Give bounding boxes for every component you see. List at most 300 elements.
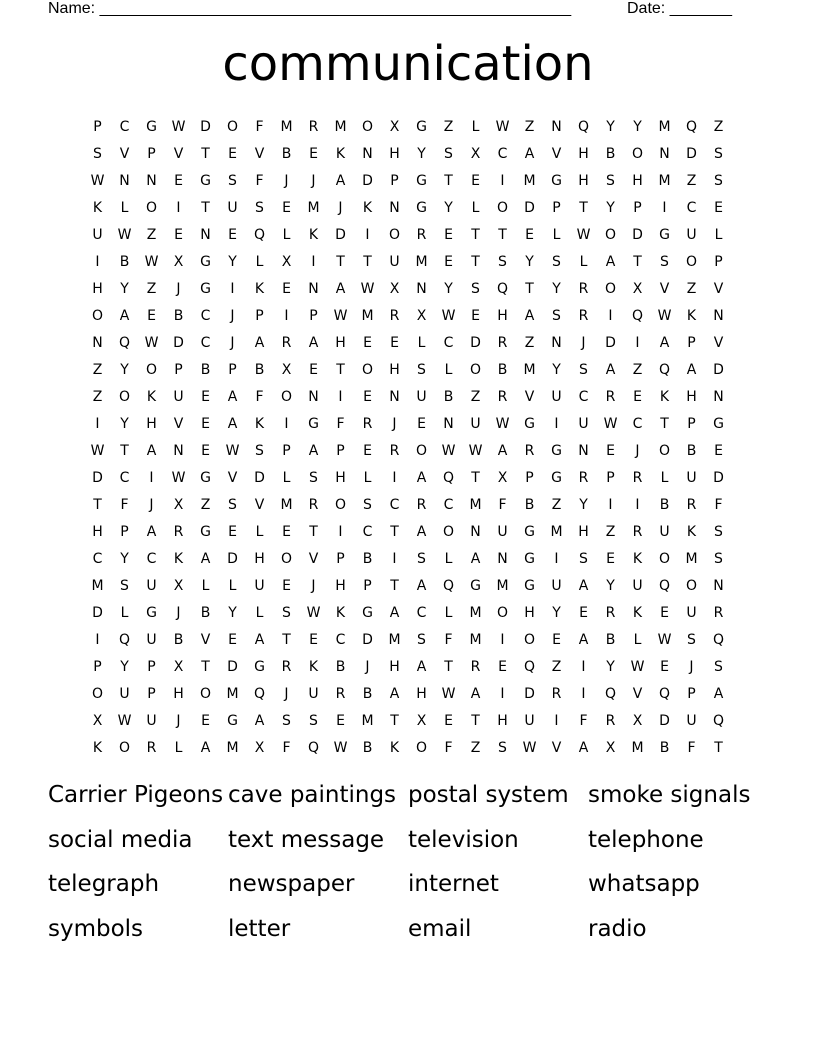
grid-letter: S xyxy=(255,199,264,216)
grid-letter: R xyxy=(605,604,616,621)
grid-letter: O xyxy=(91,307,104,324)
grid-letter: A xyxy=(497,442,508,459)
grid-letter: S xyxy=(417,550,426,567)
grid-letter: J xyxy=(284,172,289,189)
grid-letter: L xyxy=(255,523,264,540)
grid-row xyxy=(84,518,744,545)
grid-letter: O xyxy=(334,496,347,513)
grid-letter: W xyxy=(171,469,186,486)
grid-letter: M xyxy=(388,631,401,648)
grid-letter: I xyxy=(554,415,559,432)
grid-letter: O xyxy=(118,388,131,405)
grid-letter: P xyxy=(390,172,399,189)
grid-letter: W xyxy=(90,172,105,189)
grid-letter: S xyxy=(714,172,723,189)
grid-letter: P xyxy=(147,145,156,162)
grid-letter: U xyxy=(308,685,319,702)
grid-letter: N xyxy=(200,226,211,243)
grid-letter: F xyxy=(255,388,264,405)
grid-letter: P xyxy=(93,658,102,675)
grid-letter: C xyxy=(92,550,103,567)
grid-letter: I xyxy=(392,550,397,567)
grid-letter: Q xyxy=(658,685,671,702)
grid-letter: Z xyxy=(443,118,454,135)
grid-letter: P xyxy=(336,550,345,567)
grid-row xyxy=(84,626,744,653)
grid-letter: P xyxy=(687,334,696,351)
grid-letter: Y xyxy=(552,604,561,621)
grid-letter: C xyxy=(578,388,589,405)
grid-letter: R xyxy=(605,712,616,729)
grid-letter: I xyxy=(581,685,586,702)
grid-letter: M xyxy=(334,118,347,135)
grid-letter: D xyxy=(632,226,643,243)
grid-letter: I xyxy=(500,631,505,648)
grid-letter: O xyxy=(145,361,158,378)
grid-letter: Q xyxy=(604,685,617,702)
grid-letter: H xyxy=(578,523,589,540)
grid-letter: Q xyxy=(253,226,266,243)
grid-letter: D xyxy=(362,631,373,648)
grid-letter: F xyxy=(255,172,264,189)
grid-letter: W xyxy=(144,253,159,270)
grid-letter: D xyxy=(470,334,481,351)
grid-letter: R xyxy=(578,280,589,297)
grid-letter: T xyxy=(579,199,588,216)
grid-letter: C xyxy=(119,118,130,135)
grid-letter: A xyxy=(335,172,346,189)
grid-letter: A xyxy=(578,631,589,648)
grid-letter: V xyxy=(119,145,130,162)
worksheet-header xyxy=(0,0,816,22)
grid-letter: O xyxy=(388,226,401,243)
grid-letter: T xyxy=(201,658,210,675)
grid-letter: U xyxy=(686,604,697,621)
grid-letter: C xyxy=(443,496,454,513)
grid-letter: K xyxy=(659,388,670,405)
grid-letter: O xyxy=(199,685,212,702)
grid-letter: H xyxy=(254,550,265,567)
grid-letter: R xyxy=(713,604,724,621)
grid-letter: V xyxy=(308,550,319,567)
grid-letter: D xyxy=(335,226,346,243)
date-field-label: Date: _______ xyxy=(627,0,732,17)
grid-letter: X xyxy=(389,280,400,297)
grid-letter: E xyxy=(390,334,399,351)
grid-letter: P xyxy=(525,469,534,486)
grid-letter: S xyxy=(93,145,102,162)
grid-letter: R xyxy=(497,334,508,351)
grid-letter: E xyxy=(309,631,318,648)
grid-letter: A xyxy=(416,577,427,594)
grid-letter: D xyxy=(659,712,670,729)
grid-letter: Z xyxy=(146,226,157,243)
grid-letter: J xyxy=(635,442,640,459)
grid-letter: B xyxy=(605,145,616,162)
grid-letter: E xyxy=(309,361,318,378)
grid-letter: G xyxy=(200,469,211,486)
grid-letter: U xyxy=(578,415,589,432)
grid-letter: C xyxy=(389,496,400,513)
grid-letter: N xyxy=(551,334,562,351)
grid-letter: J xyxy=(689,658,694,675)
grid-letter: X xyxy=(632,280,643,297)
grid-letter: G xyxy=(524,577,535,594)
grid-letter: K xyxy=(362,199,373,216)
grid-letter: R xyxy=(551,685,562,702)
grid-letter: S xyxy=(606,172,615,189)
grid-letter: U xyxy=(146,712,157,729)
grid-letter: H xyxy=(389,658,400,675)
grid-letter: U xyxy=(146,577,157,594)
grid-letter: H xyxy=(146,415,157,432)
grid-letter: E xyxy=(363,442,372,459)
grid-letter: S xyxy=(309,469,318,486)
grid-letter: S xyxy=(552,253,561,270)
grid-letter: K xyxy=(92,199,103,216)
grid-letter: U xyxy=(389,253,400,270)
grid-letter: T xyxy=(471,253,480,270)
grid-letter: S xyxy=(228,496,237,513)
grid-letter: T xyxy=(201,145,210,162)
grid-letter: I xyxy=(662,199,667,216)
grid-letter: W xyxy=(441,307,456,324)
grid-letter: V xyxy=(173,145,184,162)
grid-letter: T xyxy=(309,523,318,540)
grid-letter: U xyxy=(524,712,535,729)
grid-letter: C xyxy=(416,604,427,621)
word-bank-item: smoke signals xyxy=(588,782,751,808)
grid-letter: M xyxy=(685,550,698,567)
grid-letter: I xyxy=(608,307,613,324)
grid-letter: O xyxy=(415,442,428,459)
grid-letter: F xyxy=(282,739,291,756)
grid-letter: X xyxy=(173,253,184,270)
grid-letter: R xyxy=(281,334,292,351)
grid-letter: J xyxy=(284,685,289,702)
grid-letter: O xyxy=(658,442,671,459)
grid-letter: L xyxy=(471,118,480,135)
grid-letter: E xyxy=(660,658,669,675)
grid-letter: V xyxy=(173,415,184,432)
grid-letter: S xyxy=(660,253,669,270)
grid-letter: K xyxy=(632,550,643,567)
grid-letter: Z xyxy=(470,739,481,756)
grid-letter: B xyxy=(281,145,292,162)
grid-row xyxy=(84,140,744,167)
grid-letter: W xyxy=(144,334,159,351)
grid-letter: L xyxy=(174,739,183,756)
grid-letter: B xyxy=(173,631,184,648)
grid-letter: E xyxy=(174,172,183,189)
grid-letter: S xyxy=(282,604,291,621)
grid-letter: T xyxy=(363,253,372,270)
grid-letter: T xyxy=(390,712,399,729)
grid-letter: N xyxy=(470,523,481,540)
grid-letter: H xyxy=(524,604,535,621)
grid-letter: O xyxy=(685,577,698,594)
grid-letter: G xyxy=(362,604,373,621)
grid-letter: X xyxy=(254,739,265,756)
grid-letter: E xyxy=(444,712,453,729)
grid-letter: A xyxy=(416,523,427,540)
grid-letter: V xyxy=(551,739,562,756)
grid-letter: B xyxy=(605,631,616,648)
grid-letter: Q xyxy=(577,118,590,135)
grid-letter: E xyxy=(714,442,723,459)
grid-letter: E xyxy=(282,280,291,297)
grid-letter: E xyxy=(201,388,210,405)
grid-letter: N xyxy=(713,388,724,405)
grid-letter: P xyxy=(282,442,291,459)
grid-letter: G xyxy=(713,415,724,432)
grid-letter: T xyxy=(120,442,129,459)
grid-letter: K xyxy=(686,307,697,324)
grid-letter: E xyxy=(525,226,534,243)
grid-letter: U xyxy=(632,577,643,594)
grid-letter: V xyxy=(659,280,670,297)
grid-letter: Y xyxy=(606,658,615,675)
grid-letter: U xyxy=(119,685,130,702)
grid-letter: M xyxy=(415,253,428,270)
grid-letter: R xyxy=(389,307,400,324)
grid-letter: X xyxy=(605,739,616,756)
word-bank-item: email xyxy=(408,915,472,942)
grid-row xyxy=(84,599,744,626)
grid-letter: C xyxy=(443,334,454,351)
grid-row xyxy=(84,572,744,599)
grid-letter: W xyxy=(90,442,105,459)
grid-letter: G xyxy=(200,523,211,540)
grid-letter: E xyxy=(363,334,372,351)
grid-letter: T xyxy=(660,415,669,432)
grid-letter: K xyxy=(308,226,319,243)
grid-letter: A xyxy=(578,577,589,594)
grid-letter: A xyxy=(254,631,265,648)
word-bank-item: telephone xyxy=(588,826,704,853)
grid-letter: N xyxy=(389,199,400,216)
grid-letter: Q xyxy=(118,631,131,648)
grid-letter: W xyxy=(171,118,186,135)
grid-letter: E xyxy=(552,631,561,648)
grid-letter: R xyxy=(173,523,184,540)
grid-letter: N xyxy=(578,442,589,459)
grid-letter: O xyxy=(118,739,131,756)
grid-letter: T xyxy=(444,658,453,675)
grid-letter: I xyxy=(311,253,316,270)
grid-letter: Z xyxy=(92,388,103,405)
grid-letter: L xyxy=(363,469,372,486)
grid-letter: R xyxy=(335,685,346,702)
grid-letter: C xyxy=(686,199,697,216)
grid-letter: Y xyxy=(606,577,615,594)
grid-letter: F xyxy=(120,496,129,513)
grid-letter: I xyxy=(554,712,559,729)
grid-letter: G xyxy=(254,658,265,675)
grid-letter: L xyxy=(579,253,588,270)
grid-letter: J xyxy=(581,334,586,351)
grid-letter: A xyxy=(470,685,481,702)
grid-letter: Y xyxy=(120,415,129,432)
grid-letter: G xyxy=(524,550,535,567)
grid-letter: A xyxy=(254,334,265,351)
grid-letter: W xyxy=(117,226,132,243)
grid-letter: I xyxy=(95,631,100,648)
grid-letter: W xyxy=(522,739,537,756)
grid-letter: H xyxy=(497,712,508,729)
grid-letter: J xyxy=(311,172,316,189)
grid-letter: U xyxy=(497,523,508,540)
word-bank-item: Carrier Pigeons xyxy=(48,782,224,808)
grid-letter: I xyxy=(500,685,505,702)
grid-letter: M xyxy=(658,172,671,189)
grid-letter: O xyxy=(361,361,374,378)
grid-letter: V xyxy=(713,334,724,351)
grid-letter: Y xyxy=(228,253,237,270)
grid-letter: N xyxy=(92,334,103,351)
word-bank-item: telegraph xyxy=(48,871,160,897)
grid-letter: O xyxy=(280,388,293,405)
grid-letter: U xyxy=(416,388,427,405)
grid-letter: O xyxy=(469,361,482,378)
grid-letter: Z xyxy=(92,361,103,378)
grid-letter: E xyxy=(471,172,480,189)
word-bank-item: text message xyxy=(228,826,385,853)
grid-letter: X xyxy=(281,253,292,270)
grid-letter: O xyxy=(523,631,536,648)
grid-letter: K xyxy=(92,739,103,756)
word-bank-item: radio xyxy=(588,915,647,942)
grid-letter: T xyxy=(633,253,642,270)
grid-letter: N xyxy=(416,280,427,297)
grid-letter: H xyxy=(389,145,400,162)
grid-letter: Z xyxy=(605,523,616,540)
grid-letter: H xyxy=(497,307,508,324)
grid-letter: O xyxy=(442,523,455,540)
grid-letter: J xyxy=(230,307,235,324)
grid-letter: P xyxy=(309,307,318,324)
grid-letter: U xyxy=(173,388,184,405)
grid-letter: R xyxy=(416,496,427,513)
grid-letter: Y xyxy=(633,118,642,135)
grid-letter: I xyxy=(608,496,613,513)
grid-letter: S xyxy=(471,280,480,297)
grid-letter: S xyxy=(417,631,426,648)
grid-letter: D xyxy=(713,361,724,378)
grid-letter: A xyxy=(119,307,130,324)
grid-letter: W xyxy=(306,604,321,621)
grid-letter: O xyxy=(604,280,617,297)
grid-letter: M xyxy=(469,631,482,648)
grid-letter: M xyxy=(523,172,536,189)
grid-letter: P xyxy=(336,442,345,459)
grid-letter: I xyxy=(284,415,289,432)
grid-letter: X xyxy=(470,145,481,162)
grid-letter: C xyxy=(200,334,211,351)
grid-row xyxy=(84,194,744,221)
grid-letter: Q xyxy=(712,712,725,729)
grid-letter: E xyxy=(714,199,723,216)
grid-letter: H xyxy=(632,172,643,189)
grid-letter: N xyxy=(308,280,319,297)
grid-letter: Z xyxy=(551,658,562,675)
grid-letter: L xyxy=(255,253,264,270)
grid-letter: E xyxy=(228,226,237,243)
grid-letter: C xyxy=(146,550,157,567)
grid-letter: K xyxy=(335,604,346,621)
grid-letter: J xyxy=(392,415,397,432)
grid-letter: R xyxy=(389,442,400,459)
grid-letter: Q xyxy=(118,334,131,351)
grid-row xyxy=(84,356,744,383)
grid-letter: G xyxy=(659,226,670,243)
grid-letter: I xyxy=(500,172,505,189)
grid-letter: S xyxy=(714,523,723,540)
grid-letter: Y xyxy=(606,199,615,216)
grid-letter: Y xyxy=(120,658,129,675)
grid-letter: D xyxy=(524,685,535,702)
grid-letter: S xyxy=(714,550,723,567)
grid-letter: P xyxy=(633,199,642,216)
grid-letter: R xyxy=(497,388,508,405)
grid-letter: N xyxy=(362,145,373,162)
grid-letter: X xyxy=(497,469,508,486)
grid-letter: B xyxy=(659,496,670,513)
grid-letter: L xyxy=(714,226,723,243)
grid-letter: A xyxy=(524,307,535,324)
grid-letter: S xyxy=(498,739,507,756)
grid-letter: G xyxy=(146,118,157,135)
grid-letter: A xyxy=(308,334,319,351)
grid-letter: I xyxy=(230,280,235,297)
grid-letter: O xyxy=(415,739,428,756)
grid-letter: Q xyxy=(631,307,644,324)
grid-letter: A xyxy=(200,739,211,756)
grid-letter: M xyxy=(361,307,374,324)
grid-letter: E xyxy=(336,712,345,729)
grid-letter: G xyxy=(200,253,211,270)
grid-letter: K xyxy=(173,550,184,567)
grid-letter: S xyxy=(552,307,561,324)
grid-letter: T xyxy=(93,496,102,513)
grid-letter: P xyxy=(147,658,156,675)
grid-letter: G xyxy=(524,523,535,540)
grid-letter: O xyxy=(226,118,239,135)
grid-letter: I xyxy=(392,469,397,486)
grid-letter: E xyxy=(174,226,183,243)
grid-letter: R xyxy=(686,496,697,513)
grid-letter: N xyxy=(173,442,184,459)
grid-row xyxy=(84,734,744,761)
grid-letter: A xyxy=(227,415,238,432)
grid-row xyxy=(84,383,744,410)
grid-row xyxy=(84,329,744,356)
grid-letter: M xyxy=(307,199,320,216)
grid-letter: J xyxy=(176,712,181,729)
grid-letter: C xyxy=(335,631,346,648)
grid-letter: I xyxy=(635,334,640,351)
grid-row xyxy=(84,437,744,464)
grid-letter: I xyxy=(365,226,370,243)
grid-letter: P xyxy=(93,118,102,135)
grid-row xyxy=(84,275,744,302)
grid-letter: G xyxy=(551,469,562,486)
grid-letter: F xyxy=(444,739,453,756)
grid-letter: F xyxy=(255,118,264,135)
grid-letter: M xyxy=(523,361,536,378)
grid-letter: Q xyxy=(442,577,455,594)
grid-letter: X xyxy=(281,361,292,378)
